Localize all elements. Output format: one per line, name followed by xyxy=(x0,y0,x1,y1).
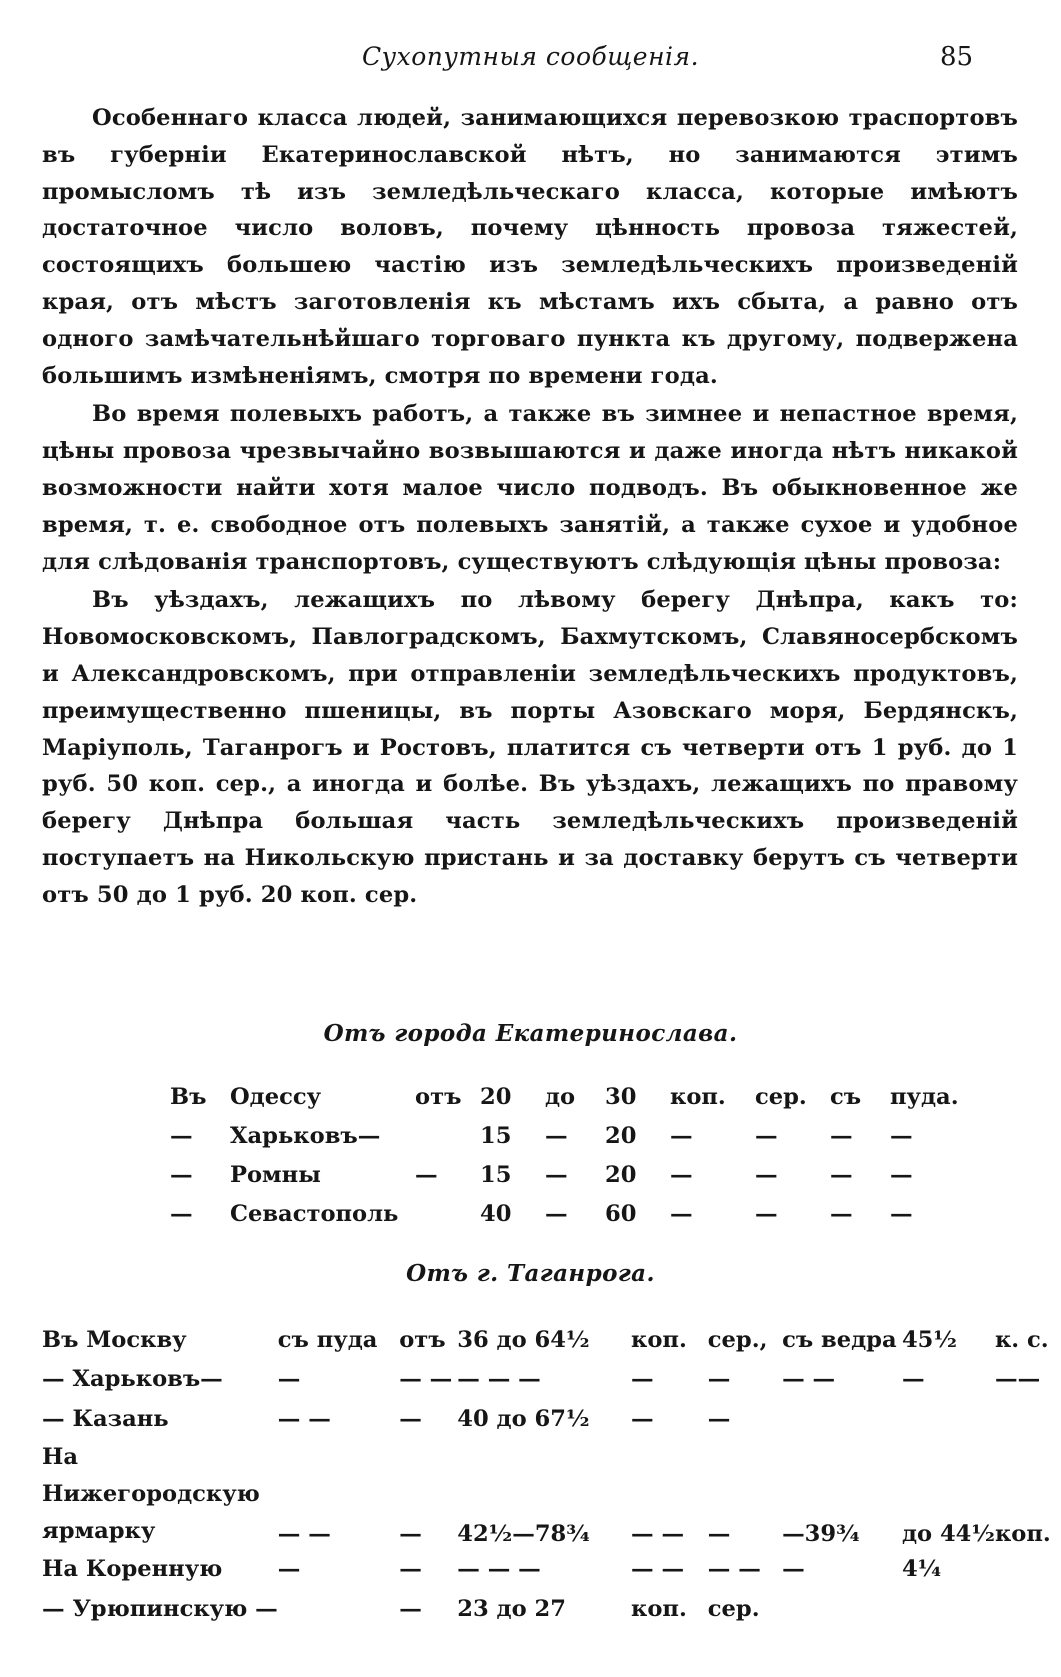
cell xyxy=(902,1589,995,1629)
cell: — xyxy=(890,1161,913,1188)
cell: — xyxy=(707,1520,731,1547)
cell: пуда. xyxy=(890,1083,959,1110)
paragraph-2: Во время полевыхъ работъ, а также въ зимнее и непастное время, цѣны провоза чрезвычайно возвышаются и даже иногда нѣтъ никакой возможности найти хотя малое число подводъ. Въ обыкновенное же время, т. е. свободное отъ полевыхъ занятій, а также сухое и удобное для слѣдованія транспортовъ, существуютъ слѣдующія цѣны провоза: xyxy=(42,401,1018,575)
cell xyxy=(278,1589,399,1629)
table-row xyxy=(170,1077,970,1116)
cell: коп. xyxy=(994,1520,1051,1547)
cell: 30 xyxy=(605,1083,637,1110)
cell: коп. xyxy=(670,1083,726,1110)
cell: — xyxy=(170,1161,193,1188)
cell: — xyxy=(545,1161,568,1188)
cell: —— xyxy=(994,1366,1041,1393)
cell: съ ведра xyxy=(782,1326,897,1353)
cell: сер., xyxy=(707,1326,768,1353)
table-row xyxy=(42,1550,1061,1590)
cell: — xyxy=(670,1122,693,1149)
cell: до xyxy=(545,1083,576,1110)
cell: — xyxy=(707,1405,731,1432)
table-row xyxy=(42,1320,1061,1360)
cell: съ пуда xyxy=(277,1326,378,1353)
cell: 20 xyxy=(480,1083,512,1110)
cell: 15 xyxy=(480,1161,512,1188)
cell: коп. xyxy=(631,1595,687,1622)
cell: — xyxy=(890,1200,913,1227)
cell: 36 до 64½ xyxy=(457,1326,590,1353)
cell: 23 до 27 xyxy=(457,1595,566,1622)
cell: Въ xyxy=(170,1083,207,1110)
cell: — Урюпинскую — xyxy=(42,1595,278,1622)
table-row xyxy=(42,1589,1061,1629)
cell: — xyxy=(755,1161,778,1188)
cell: — xyxy=(631,1405,654,1432)
rates-table-taganrog xyxy=(42,1320,1061,1629)
cell: — xyxy=(277,1556,301,1583)
cell: 4¼ xyxy=(901,1556,942,1583)
cell: — xyxy=(170,1200,193,1227)
cell xyxy=(995,1399,1061,1439)
cell: — Харьковъ— xyxy=(42,1366,223,1393)
cell: — xyxy=(782,1556,805,1583)
table-row xyxy=(42,1360,1061,1400)
cell: — xyxy=(545,1122,568,1149)
cell: — xyxy=(890,1122,913,1149)
cell xyxy=(415,1116,480,1155)
cell: — xyxy=(170,1122,193,1149)
cell: 40 до 67½ xyxy=(457,1405,590,1432)
cell: — Казань xyxy=(42,1405,169,1432)
cell: сер. xyxy=(707,1595,760,1622)
rates-table-ekaterinoslav xyxy=(170,1077,970,1233)
cell: 60 xyxy=(605,1200,637,1227)
cell: съ xyxy=(830,1083,862,1110)
cell: к. с. xyxy=(994,1326,1049,1353)
cell: — xyxy=(830,1200,853,1227)
cell: отъ xyxy=(415,1083,462,1110)
cell: — — xyxy=(631,1520,685,1547)
cell: — — xyxy=(631,1556,685,1583)
cell: — — xyxy=(782,1366,836,1393)
cell: коп. xyxy=(631,1326,687,1353)
table-row xyxy=(170,1116,970,1155)
section-heading-ekaterinoslav: Отъ города Екатеринослава. xyxy=(323,1020,738,1047)
cell: — xyxy=(670,1161,693,1188)
cell: — — xyxy=(399,1366,453,1393)
cell xyxy=(995,1550,1061,1590)
paragraph-3: Въ уѣздахъ, лежащихъ по лѣвому берегу Днѣпра, какъ то: Новомосковскомъ, Павлоградскомъ, Бахмутскомъ, Славяносербскомъ и Александровскомъ, при отправленіи земледѣльческихъ продуктовъ, преимущественно пшеницы, въ порты Азовскаго моря, Бердянскъ, Маріуполь, Таганрогъ и Ростовъ, платится съ четверти отъ 1 руб. до 1 руб. 50 коп. сер., а иногда и болѣе. Въ уѣздахъ, лежащихъ по правому берегу Днѣпра большая часть земледѣльческихъ произведеній поступаетъ на Никольскую пристань и за доставку берутъ съ четверти отъ 50 до 1 руб. 20 коп. сер. xyxy=(42,587,1018,908)
cell: 42½—78¾ xyxy=(457,1520,590,1547)
cell: — xyxy=(830,1122,853,1149)
table-row xyxy=(170,1194,970,1233)
cell: до 44½ xyxy=(901,1520,995,1547)
cell: — xyxy=(399,1520,422,1547)
cell: Ромны xyxy=(230,1161,321,1188)
cell: Одессу xyxy=(230,1083,322,1110)
cell: сер. xyxy=(755,1083,807,1110)
table-row xyxy=(42,1439,1061,1550)
paragraph-1: Особеннаго класса людей, занимающихся перевозкою трaспортовъ въ губерніи Екатеринославской нѣтъ, но занимаются этимъ промысломъ тѣ изъ земледѣльческаго класса, которые имѣютъ достаточное число воловъ, почему цѣнность провоза тяжестей, состоящихъ большею частію изъ земледѣльческихъ произведеній края, отъ мѣстъ заготовленія къ мѣстамъ ихъ сбыта, а равно отъ одного замѣчательнѣйшаго торговаго пункта къ другому, подвержена большимъ измѣненіямъ, смотря по времени года. xyxy=(42,105,1018,389)
cell: — — xyxy=(277,1405,331,1432)
cell: Харьковъ— xyxy=(230,1122,381,1149)
cell: 20 xyxy=(605,1122,637,1149)
running-title: Сухопутныя сообщенія. xyxy=(361,42,700,71)
cell xyxy=(782,1399,902,1439)
page-number: 85 xyxy=(940,42,974,72)
cell: отъ xyxy=(399,1326,446,1353)
cell xyxy=(902,1399,995,1439)
cell xyxy=(995,1589,1061,1629)
cell: Севастополь xyxy=(230,1200,399,1227)
cell: — — — xyxy=(457,1556,541,1583)
cell: На Нижегородскую ярмарку xyxy=(42,1443,260,1544)
cell: — — xyxy=(707,1556,761,1583)
cell: — xyxy=(901,1366,925,1393)
cell: — xyxy=(707,1366,731,1393)
table-row xyxy=(42,1399,1061,1439)
cell: — xyxy=(415,1161,438,1188)
cell: — — xyxy=(277,1520,331,1547)
cell xyxy=(415,1194,480,1233)
cell: 40 xyxy=(480,1200,512,1227)
body-text xyxy=(42,100,1018,914)
section-heading-taganrog: Отъ г. Таганрога. xyxy=(406,1260,655,1287)
cell: — xyxy=(755,1200,778,1227)
cell xyxy=(782,1589,902,1629)
cell: 20 xyxy=(605,1161,637,1188)
cell: 45½ xyxy=(901,1326,957,1353)
cell: На Коренную xyxy=(42,1556,223,1583)
cell: — xyxy=(631,1366,654,1393)
cell: — xyxy=(399,1556,422,1583)
cell: — xyxy=(277,1366,301,1393)
cell: — — — xyxy=(457,1366,541,1393)
cell: — xyxy=(670,1200,693,1227)
cell: — xyxy=(545,1200,568,1227)
cell: — xyxy=(830,1161,853,1188)
cell: 15 xyxy=(480,1122,512,1149)
cell: —39¾ xyxy=(782,1520,860,1547)
running-head xyxy=(0,40,1061,80)
cell: — xyxy=(755,1122,778,1149)
cell: Въ Москву xyxy=(42,1326,187,1353)
cell: — xyxy=(399,1595,422,1622)
table-row xyxy=(170,1155,970,1194)
cell: — xyxy=(399,1405,422,1432)
